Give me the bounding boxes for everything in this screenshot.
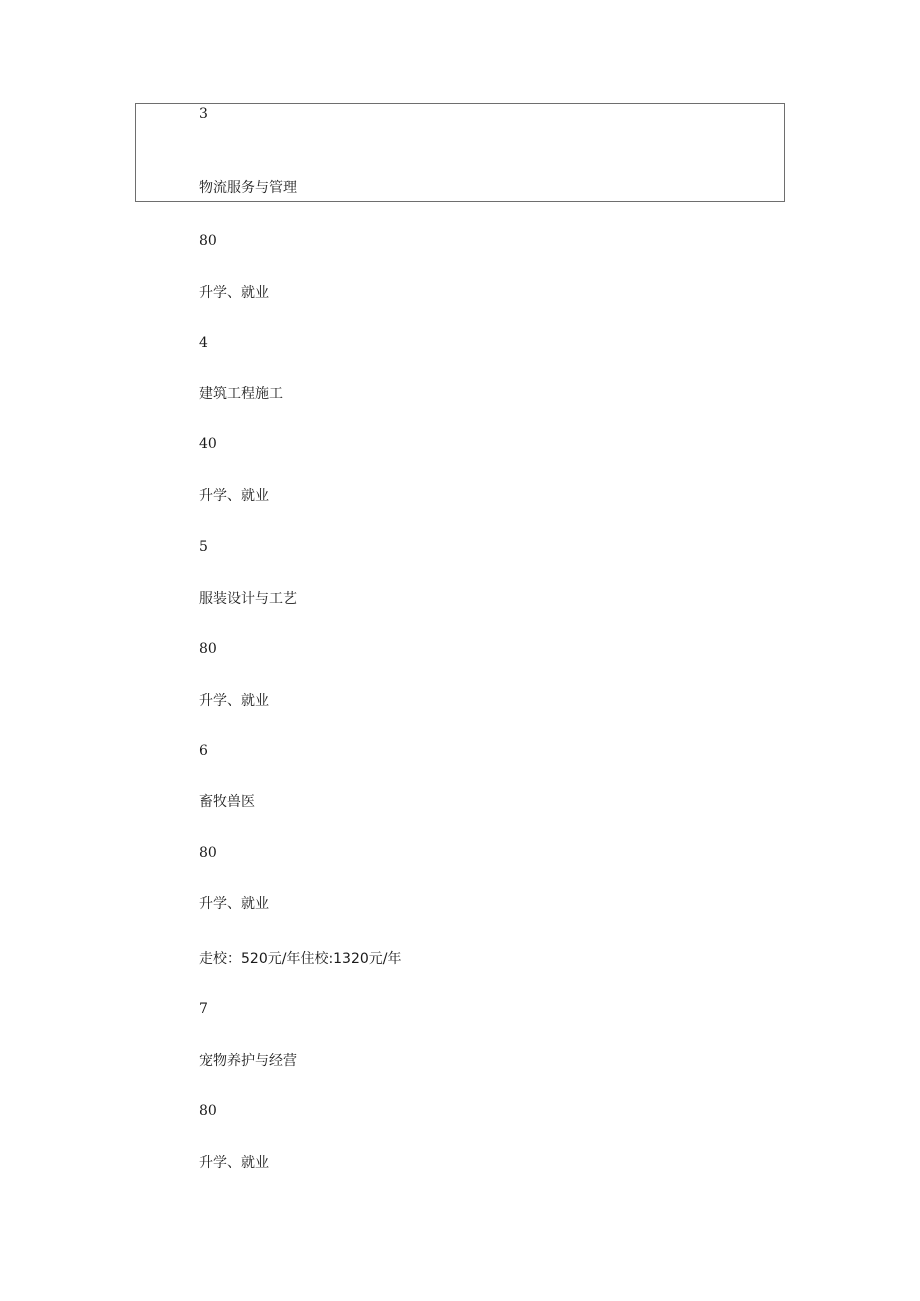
major-name: 宠物养护与经营 xyxy=(199,1053,297,1069)
enrollment-count: 80 xyxy=(199,233,217,249)
row-number: 4 xyxy=(199,335,208,351)
direction-text: 升学、就业 xyxy=(199,693,269,709)
direction-text: 升学、就业 xyxy=(199,1155,269,1171)
direction-text: 升学、就业 xyxy=(199,285,269,301)
major-name: 物流服务与管理 xyxy=(199,180,297,196)
major-name: 畜牧兽医 xyxy=(199,794,255,810)
row-number: 5 xyxy=(199,539,208,555)
direction-text: 升学、就业 xyxy=(199,488,269,504)
fee-text: 走校：520元/年住校:1320元/年 xyxy=(199,951,402,967)
enrollment-count: 80 xyxy=(199,845,217,861)
row-number: 3 xyxy=(199,106,208,122)
enrollment-count: 80 xyxy=(199,1103,217,1119)
major-name: 服装设计与工艺 xyxy=(199,591,297,607)
row-number: 7 xyxy=(199,1001,208,1017)
enrollment-count: 40 xyxy=(199,436,217,452)
enrollment-count: 80 xyxy=(199,641,217,657)
direction-text: 升学、就业 xyxy=(199,896,269,912)
row-number: 6 xyxy=(199,743,208,759)
major-name: 建筑工程施工 xyxy=(199,386,283,402)
